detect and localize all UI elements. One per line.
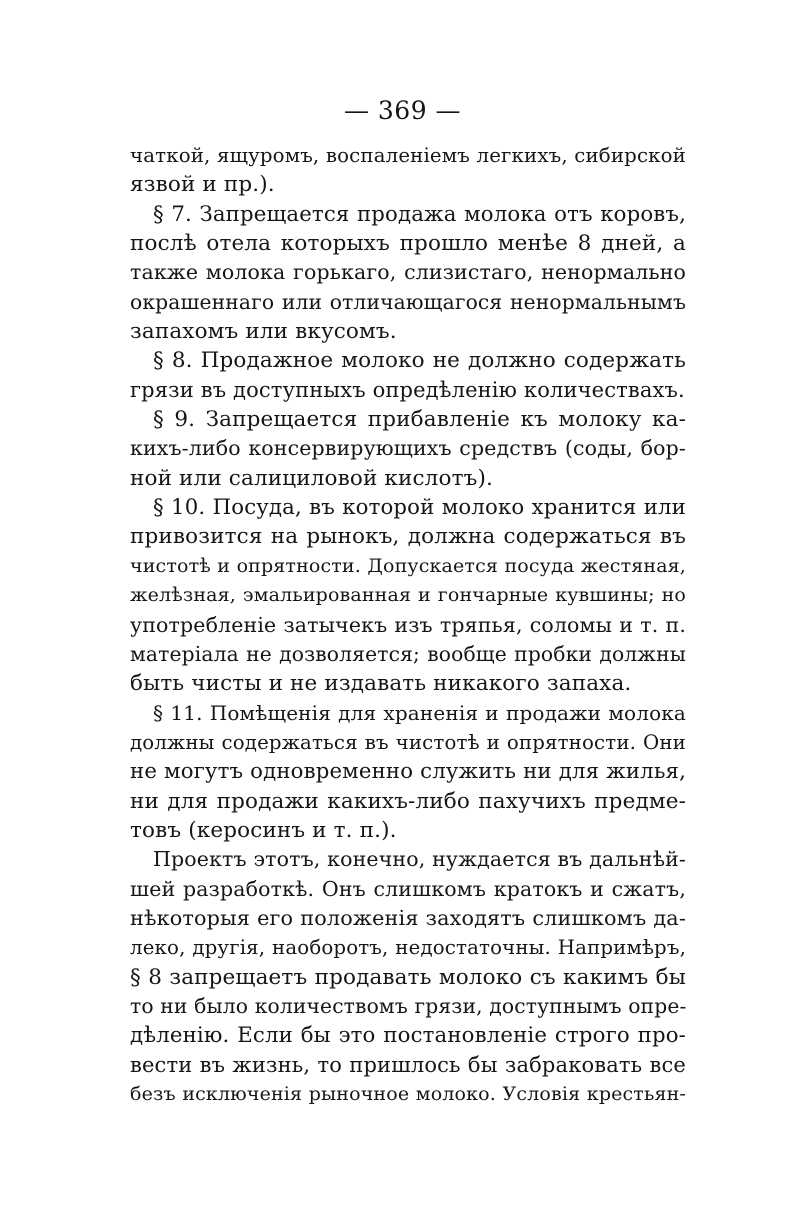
text-line: не могутъ одновременно служить ни для жилья, (130, 759, 686, 785)
text-line: ни для продажи какихъ-либо пахучихъ предме- (130, 788, 686, 814)
text-line: § 7. Запрещается продажа молока отъ коровъ, (153, 201, 686, 227)
text-line: желѣзная, эмальированная и гончарные кувшины; но (130, 584, 686, 607)
text-line: привозится на рынокъ, должна содержаться въ (130, 524, 686, 550)
text-line: кихъ-либо консервирующихъ средствъ (соды, бор- (130, 436, 686, 461)
text-line: быть чисты и не издавать никакого запаха. (130, 671, 632, 697)
text-line: § 11. Помѣщенія для храненія и продажи молока (153, 700, 686, 725)
text-line: употребленіе затычекъ изъ тряпья, соломы и т. п. (130, 612, 686, 637)
text-line: чистотѣ и опрятности. Допускается посуда жестяная, (130, 554, 686, 577)
text-line: послѣ отела которыхъ прошло менѣе 8 дней, а (130, 231, 686, 257)
text-line: Проектъ этотъ, конечно, нуждается въ дальнѣй- (153, 847, 686, 872)
text-line: то ни было количествомъ грязи, доступнымъ опре- (130, 993, 687, 1018)
text-line: матеріала не дозволяется; вообще пробки должны (130, 641, 686, 666)
page-number: — 369 — (343, 96, 462, 125)
body-text (130, 141, 686, 1109)
text-line: язвой и пр.). (130, 172, 275, 198)
text-line: окрашеннаго или отличающагося ненормальнымъ (130, 289, 686, 314)
text-line: § 8 запрещаетъ продавать молоко съ какимъ бы (130, 964, 686, 990)
text-line: § 8. Продажное молоко не должно содержать (153, 348, 686, 374)
text-line: § 9. Запрещается прибавленіе къ молоку ка- (153, 407, 686, 433)
text-line: также молока горькаго, слизистаго, ненормально (130, 260, 686, 285)
text-line: запахомъ или вкусомъ. (130, 319, 397, 345)
text-line: леко, другія, наоборотъ, недостаточны. Напримѣръ, (130, 936, 686, 960)
text-line: безъ исключенія рыночное молоко. Условія крестьян- (130, 1083, 686, 1105)
text-line: нѣкоторыя его положенія заходятъ слишкомъ да- (130, 905, 686, 930)
text-line: ной или салициловой кислотъ). (130, 465, 493, 491)
text-line: вести въ жизнь, то пришлось бы забраковать все (130, 1052, 686, 1077)
text-line: § 10. Посуда, въ которой молоко хранится или (153, 495, 686, 521)
text-line: грязи въ доступныхъ опредѣленію количествахъ. (130, 377, 685, 402)
text-line: чаткой, ящуромъ, воспаленіемъ легкихъ, сибирской (130, 144, 686, 167)
text-line: шей разработкѣ. Онъ слишкомъ кратокъ и сжатъ, (130, 876, 686, 901)
text-line: дѣленію. Если бы это постановленіе строго про- (130, 1023, 686, 1049)
text-line: товъ (керосинъ и т. п.). (130, 817, 397, 843)
text-line: должны содержаться въ чистотѣ и опрятности. Они (130, 730, 686, 754)
